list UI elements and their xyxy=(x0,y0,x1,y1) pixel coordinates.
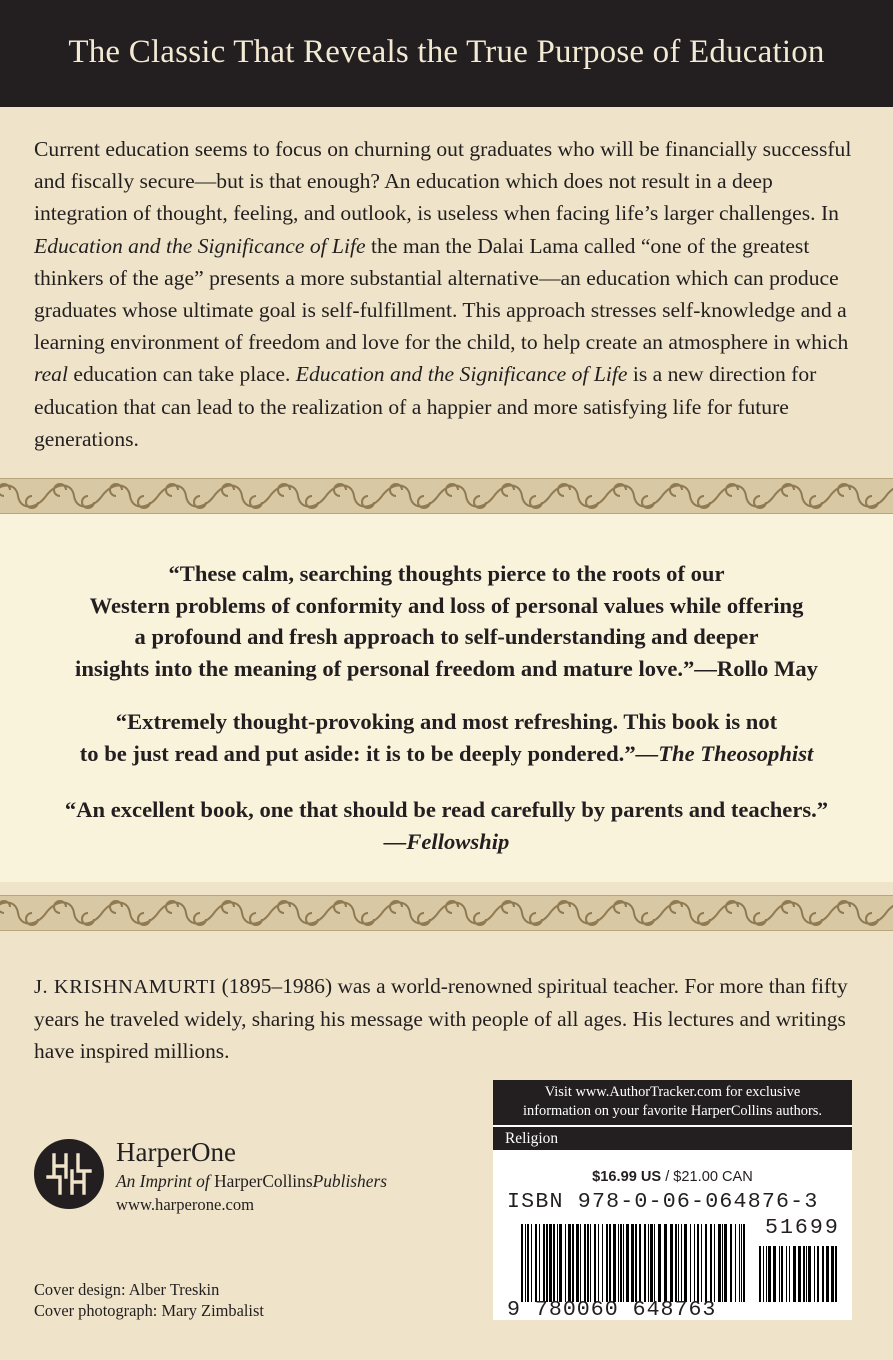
review-quote: “An excellent book, one that should be read carefully by parents and teachers.” —Fellowship xyxy=(64,797,829,854)
price-code: 51699 xyxy=(765,1216,840,1240)
author-name: J. KRISHNAMURTI xyxy=(34,976,217,998)
title-banner xyxy=(0,0,893,107)
quote-source: —The Theosophist xyxy=(635,740,814,766)
ean-digits: 9 780060 648763 xyxy=(507,1298,717,1322)
cover-credits xyxy=(34,1279,264,1321)
price-barcode-icon xyxy=(759,1246,839,1302)
category-label: Religion xyxy=(493,1127,852,1150)
author-bio-text: (1895–1986) was a world-renowned spiritual teacher. For more than fifty years he traveled widely, sharing his message with people of all ages. His lectures and writings have inspired millions. xyxy=(34,974,848,1063)
isbn-number: ISBN 978-0-06-064876-3 xyxy=(507,1190,819,1214)
description-text: education can take place. xyxy=(67,362,296,387)
book-description xyxy=(34,133,864,455)
cover-photo-credit: Cover photograph: Mary Zimbalist xyxy=(34,1301,264,1320)
ean-barcode-icon xyxy=(521,1224,749,1302)
author-tracker-notice: Visit www.AuthorTracker.com for exclusive information on your favorite HarperCollins authors. xyxy=(493,1080,852,1125)
quote-source: —Fellowship xyxy=(383,828,510,854)
publisher-imprint: An Imprint of HarperCollinsPublishers xyxy=(116,1171,387,1191)
harperone-logo-icon xyxy=(34,1139,104,1209)
emphasis-real: real xyxy=(34,362,68,387)
cover-design-credit: Cover design: Alber Treskin xyxy=(34,1280,220,1299)
scroll-ornament-icon xyxy=(0,896,893,930)
review-quote: “Extremely thought-provoking and most refreshing. This book is not to be just read and put aside: it is to be deeply pondered.”—The Theosophist xyxy=(79,709,814,766)
barcode-panel xyxy=(493,1080,852,1320)
price-label: $16.99 US / $21.00 CAN xyxy=(592,1169,753,1185)
review-quote: “These calm, searching thoughts pierce to the roots of our Western problems of conformity and loss of personal values while offering a profound and fresh approach to self-understanding and deeper insights into the meaning of personal freedom and mature love.”—Rollo May xyxy=(75,561,818,681)
review-quotes-panel xyxy=(0,514,893,882)
description-text: the man the Dalai Lama called “one of the greatest thinkers of the age” presents a more substantial alternative—an education which can produce graduates whose ultimate goal is self-fulfillment. This approach stresses self-knowledge and a learning environment of freedom and love for the child, to help create an atmosphere in which xyxy=(34,233,849,355)
author-bio xyxy=(34,970,864,1067)
publisher-block xyxy=(34,1133,454,1223)
ornamental-border-top xyxy=(0,478,893,514)
scroll-ornament-icon xyxy=(0,479,893,513)
description-text: Current education seems to focus on churning out graduates who will be financially successful and fiscally secure—but is that enough? An education which does not result in a deep integration of thought, feeling, and outlook, is useless when facing life’s larger challenges. In xyxy=(34,137,852,226)
publisher-name: HarperOne xyxy=(116,1137,236,1167)
book-title-italic: Education and the Significance of Life xyxy=(34,233,366,258)
quote-source: —Rollo May xyxy=(694,655,818,681)
publisher-url: www.harperone.com xyxy=(116,1195,255,1214)
description-text: is a new direction for education that can lead to the realization of a happier and more satisfying life for future generations. xyxy=(34,362,817,451)
cover-headline: The Classic That Reveals the True Purpose of Education xyxy=(68,34,825,70)
book-title-italic: Education and the Significance of Life xyxy=(295,362,628,387)
ornamental-border-bottom xyxy=(0,895,893,931)
